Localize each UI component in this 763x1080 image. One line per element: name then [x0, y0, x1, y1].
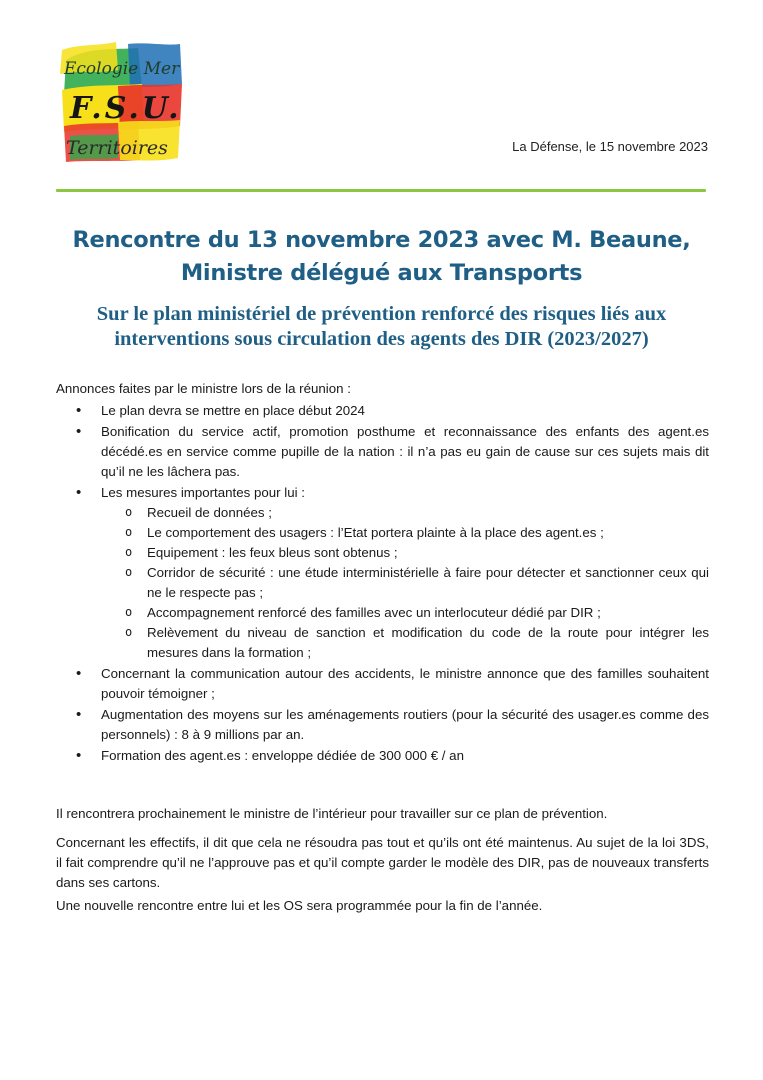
list-item-measures	[56, 483, 709, 663]
paragraph: Concernant les effectifs, il dit que cela ne résoudra pas tout et qu’ils ont été maintenus. Au sujet de la loi 3DS, il fait comprendre qu’il ne l’approuve pas et qu’il compte garder le modèle des DIR, pas de nouveaux transferts dans ses cartons.	[56, 835, 709, 890]
document-date: La Défense, le 15 novembre 2023	[512, 139, 708, 154]
sub-list-item: o Relèvement du niveau de sanction et modification du code de la route pour intégrer les mesures dans la formation ;	[101, 623, 709, 663]
logo-top-text: Ecologie Mer	[64, 59, 180, 79]
list-item: • Augmentation des moyens sur les aménagements routiers (pour la sécurité des usager.es comme des personnels) : 8 à 9 millions par an.	[56, 705, 709, 745]
intro-text: Annonces faites par le ministre lors de la réunion :	[56, 381, 351, 396]
sub-list-item: o Le comportement des usagers : l’Etat portera plainte à la place des agent.es ;	[101, 523, 709, 543]
sub-list-item: o Corridor de sécurité : une étude interministérielle à faire pour détecter et sanctionner ceux qui ne le respecte pas ;	[101, 563, 709, 603]
logo-center-text: F.S.U.	[70, 91, 182, 126]
sub-list-item: o Accompagnement renforcé des familles avec un interlocuteur dédié par DIR ;	[101, 603, 709, 623]
list-item: • Le plan devra se mettre en place début 2024	[56, 401, 709, 421]
title-line-1: Rencontre du 13 novembre 2023 avec M. Beaune,	[72, 227, 691, 253]
header-divider	[56, 189, 706, 192]
list-item: • Concernant la communication autour des accidents, le ministre annonce que des familles souhaitent pouvoir témoigner ;	[56, 664, 709, 704]
list-item: • Formation des agent.es : enveloppe dédiée de 300 000 € / an	[56, 746, 709, 766]
announcements-list	[56, 401, 709, 766]
measures-sublist	[101, 503, 709, 663]
logo-bottom-text: Territoires	[66, 137, 168, 159]
document-title	[30, 224, 733, 290]
subtitle-line-2: interventions sous circulation des agents des DIR (2023/2027)	[114, 328, 649, 350]
list-item: • Bonification du service actif, promotion posthume et reconnaissance des enfants des agent.es décédé.es en service comme pupille de la nation : il n’a pas eu gain de cause sur ces sujets mais dit qu’il ne les lâchera pas.	[56, 422, 709, 482]
paragraph: Il rencontrera prochainement le ministre de l’intérieur pour travailler sur ce plan de prévention.	[56, 806, 608, 821]
sub-list-item: o Equipement : les feux bleus sont obtenus ;	[101, 543, 709, 563]
fsu-logo	[58, 40, 186, 164]
document-subtitle	[30, 302, 733, 352]
paragraph: Une nouvelle rencontre entre lui et les OS sera programmée pour la fin de l’année.	[56, 898, 543, 913]
sub-list-item: o Recueil de données ;	[101, 503, 709, 523]
list-item-label: Les mesures importantes pour lui :	[101, 485, 305, 500]
subtitle-line-1: Sur le plan ministériel de prévention renforcé des risques liés aux	[96, 303, 667, 325]
fsu-logo-graphic	[58, 40, 186, 164]
title-line-2: Ministre délégué aux Transports	[180, 260, 583, 286]
document-body	[56, 379, 709, 916]
